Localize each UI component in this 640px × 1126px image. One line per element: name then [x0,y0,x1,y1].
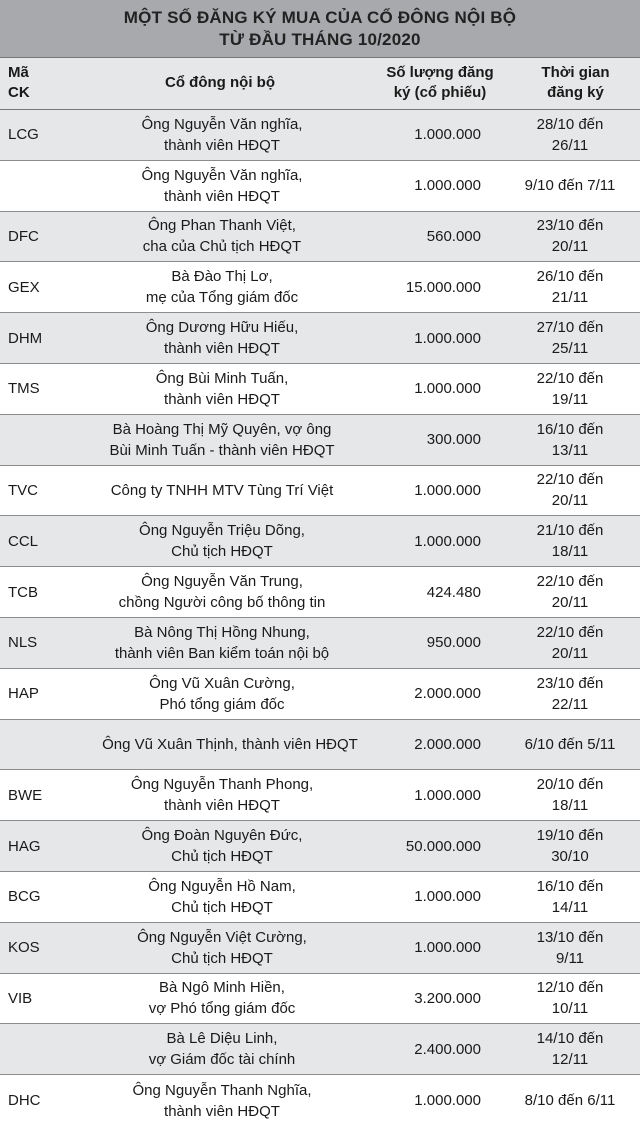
thoi-gian-line: 13/10 đến [536,928,604,946]
co-dong-line: Ông Đoàn Nguyên Đức, [141,827,303,845]
cell-co-dong [72,313,372,363]
co-dong-line: Ông Nguyễn Việt Cường, [137,928,307,946]
cell-so-luong: 1.000.000 [414,1092,481,1110]
co-dong-line: Ông Nguyễn Văn nghĩa, [141,166,303,184]
thoi-gian-line: 21/10 đến [536,522,604,540]
thoi-gian-line: 20/11 [551,492,589,510]
cell-so-luong: 1.000.000 [414,786,481,804]
co-dong-line: Ông Phan Thanh Việt, [148,217,296,235]
cell-thoi-gian [505,110,635,160]
cell-ma-ck: HAP [8,685,39,703]
co-dong-line: Bùi Minh Tuấn - thành viên HĐQT [109,441,335,459]
thoi-gian-line: 14/10 đến [536,1030,604,1048]
table-row [0,872,640,923]
cell-thoi-gian [505,669,635,719]
cell-co-dong [72,110,372,160]
co-dong-line: thành viên Ban kiểm toán nội bộ [114,644,330,662]
thoi-gian-line: 6/10 đến 5/11 [524,735,616,753]
cell-co-dong [40,720,420,770]
table-title-line-2: TỪ ĐẦU THÁNG 10/2020 [219,29,421,49]
co-dong-line: mẹ của Tổng giám đốc [145,289,299,307]
table-row [0,364,640,415]
cell-ma-ck: HAG [8,837,41,855]
table-row [0,669,640,720]
thoi-gian-line: 20/11 [551,644,589,662]
thoi-gian-line: 16/10 đến [536,420,604,438]
column-header-so-luong: Số lượng đăng ký (cổ phiếu) [386,64,494,101]
cell-thoi-gian [505,161,635,211]
thoi-gian-line: 20/11 [551,594,589,612]
thoi-gian-line: 20/11 [551,238,589,256]
cell-thoi-gian [505,618,635,668]
table-row [0,770,640,821]
co-dong-line: Bà Ngô Minh Hiền, [159,979,285,997]
cell-so-luong: 1.000.000 [414,888,481,906]
cell-thoi-gian [505,516,635,566]
table-row [0,212,640,263]
co-dong-line: Ông Nguyễn Văn nghĩa, [141,115,303,133]
table-row [0,516,640,567]
co-dong-line: Chủ tịch HĐQT [171,848,273,866]
cell-thoi-gian [505,313,635,363]
cell-thoi-gian [505,923,635,973]
thoi-gian-line: 22/10 đến [536,573,604,591]
co-dong-line: Bà Nông Thị Hồng Nhung, [134,623,310,641]
cell-co-dong [72,923,372,973]
thoi-gian-line: 20/10 đến [536,776,604,794]
cell-ma-ck: TCB [8,583,38,601]
table-row [0,720,640,771]
co-dong-line: Ông Vũ Xuân Thịnh, thành viên HĐQT [102,735,358,753]
cell-co-dong [72,1024,372,1074]
table-row [0,974,640,1025]
table-header [0,58,640,110]
co-dong-line: Ông Dương Hữu Hiếu, [145,319,299,337]
cell-co-dong [72,1075,372,1126]
co-dong-line: Ông Nguyễn Hồ Nam, [148,877,296,895]
thoi-gian-line: 22/10 đến [536,369,604,387]
co-dong-line: Phó tổng giám đốc [159,695,285,713]
cell-thoi-gian [505,364,635,414]
thoi-gian-line: 28/10 đến [536,115,604,133]
cell-so-luong: 1.000.000 [414,329,481,347]
thoi-gian-line: 14/11 [551,898,589,916]
table-row [0,1075,640,1126]
cell-co-dong [72,821,372,871]
thoi-gian-line: 18/11 [551,797,589,815]
co-dong-line: thành viên HĐQT [164,136,280,154]
co-dong-line: Ông Vũ Xuân Cường, [149,674,295,692]
cell-ma-ck: DHM [8,329,43,347]
cell-co-dong [72,567,372,617]
cell-ma-ck: DHC [8,1092,41,1110]
table-row [0,262,640,313]
co-dong-line: vợ Phó tổng giám đốc [148,1000,296,1018]
cell-thoi-gian [505,720,635,770]
cell-co-dong [72,974,372,1024]
table-row [0,618,640,669]
cell-so-luong: 1.000.000 [414,939,481,957]
cell-so-luong: 1.000.000 [414,380,481,398]
cell-so-luong: 424.480 [426,583,481,601]
cell-co-dong [72,872,372,922]
cell-co-dong [72,669,372,719]
thoi-gian-line: 22/10 đến [536,623,604,641]
thoi-gian-line: 9/11 [555,949,585,967]
cell-thoi-gian [505,770,635,820]
co-dong-line: Bà Đào Thị Lơ, [171,268,273,286]
co-dong-line: Ông Bùi Minh Tuấn, [155,369,289,387]
cell-co-dong [72,161,372,211]
co-dong-line: thành viên HĐQT [164,797,280,815]
cell-thoi-gian [505,415,635,465]
table-title [0,0,640,58]
thoi-gian-line: 16/10 đến [536,877,604,895]
co-dong-line: Chủ tịch HĐQT [171,543,273,561]
thoi-gian-line: 19/10 đến [536,827,604,845]
cell-thoi-gian [505,821,635,871]
thoi-gian-line: 22/11 [551,695,589,713]
cell-ma-ck: LCG [8,126,39,144]
thoi-gian-line: 10/11 [551,1000,589,1018]
cell-co-dong [72,466,372,516]
cell-thoi-gian [505,466,635,516]
table-row [0,415,640,466]
co-dong-line: Ông Nguyễn Văn Trung, [141,573,303,591]
thoi-gian-line: 9/10 đến 7/11 [524,177,616,195]
table-row [0,110,640,161]
cell-thoi-gian [505,567,635,617]
cell-co-dong [72,770,372,820]
table-row [0,161,640,212]
thoi-gian-line: 23/10 đến [536,674,604,692]
table-row [0,313,640,364]
cell-ma-ck: KOS [8,939,40,957]
co-dong-line: Bà Hoàng Thị Mỹ Quyên, vợ ông [112,420,332,438]
co-dong-line: thành viên HĐQT [164,1102,280,1120]
cell-so-luong: 560.000 [426,227,481,245]
cell-ma-ck [8,161,68,211]
cell-so-luong: 15.000.000 [405,278,481,296]
cell-co-dong [72,516,372,566]
thoi-gian-line: 12/11 [551,1051,589,1069]
cell-ma-ck: NLS [8,634,38,652]
table-row [0,923,640,974]
thoi-gian-line: 21/11 [551,289,589,307]
column-header-co-dong: Cổ đông nội bộ [165,74,275,91]
column-header-ma-ck: Mã CK [8,64,30,101]
cell-ma-ck: CCL [8,532,39,550]
co-dong-line: Công ty TNHH MTV Tùng Trí Việt [110,481,334,499]
cell-so-luong: 300.000 [426,431,481,449]
table-title-line-1: MỘT SỐ ĐĂNG KÝ MUA CỦA CỔ ĐÔNG NỘI BỘ [123,7,517,27]
co-dong-line: Ông Nguyễn Thanh Nghĩa, [132,1081,312,1099]
cell-co-dong [72,364,372,414]
cell-co-dong [72,212,372,262]
co-dong-line: Ông Nguyễn Triệu Dõng, [139,522,305,540]
cell-so-luong: 2.000.000 [414,685,481,703]
co-dong-line: thành viên HĐQT [164,390,280,408]
cell-co-dong [72,262,372,312]
cell-thoi-gian [505,1075,635,1126]
co-dong-line: vợ Giám đốc tài chính [148,1051,296,1069]
column-header-thoi-gian: Thời gian đăng ký [541,64,610,101]
table-row [0,1024,640,1075]
cell-ma-ck: BWE [8,786,43,804]
table-row [0,466,640,517]
co-dong-line: cha của Chủ tịch HĐQT [142,238,302,256]
co-dong-line: Chủ tịch HĐQT [171,949,273,967]
cell-co-dong [72,618,372,668]
cell-thoi-gian [505,974,635,1024]
cell-so-luong: 50.000.000 [405,837,481,855]
thoi-gian-line: 26/11 [551,136,589,154]
cell-co-dong [72,415,372,465]
thoi-gian-line: 30/10 [551,848,589,866]
thoi-gian-line: 8/10 đến 6/11 [524,1092,616,1110]
cell-ma-ck: TMS [8,380,40,398]
table-row [0,821,640,872]
cell-ma-ck: VIB [8,989,33,1007]
cell-thoi-gian [505,1024,635,1074]
cell-ma-ck [8,1024,68,1074]
co-dong-line: chồng Người công bố thông tin [118,594,326,612]
co-dong-line: thành viên HĐQT [164,187,280,205]
thoi-gian-line: 12/10 đến [536,979,604,997]
co-dong-line: thành viên HĐQT [164,340,280,358]
thoi-gian-line: 19/11 [551,390,589,408]
cell-so-luong: 1.000.000 [414,177,481,195]
co-dong-line: Bà Lê Diệu Linh, [166,1030,278,1048]
thoi-gian-line: 26/10 đến [536,268,604,286]
cell-ma-ck: BCG [8,888,41,906]
thoi-gian-line: 22/10 đến [536,471,604,489]
thoi-gian-line: 23/10 đến [536,217,604,235]
co-dong-line: Chủ tịch HĐQT [171,898,273,916]
co-dong-line: Ông Nguyễn Thanh Phong, [130,776,314,794]
cell-so-luong: 1.000.000 [414,532,481,550]
cell-thoi-gian [505,872,635,922]
cell-ma-ck: TVC [8,481,38,499]
thoi-gian-line: 25/11 [551,340,589,358]
cell-so-luong: 2.000.000 [414,735,481,753]
cell-thoi-gian [505,212,635,262]
cell-so-luong: 950.000 [426,634,481,652]
cell-so-luong: 3.200.000 [414,989,481,1007]
cell-so-luong: 1.000.000 [414,481,481,499]
cell-so-luong: 1.000.000 [414,126,481,144]
thoi-gian-line: 18/11 [551,543,589,561]
cell-ma-ck: DFC [8,227,39,245]
cell-so-luong: 2.400.000 [414,1040,481,1058]
thoi-gian-line: 13/11 [551,441,589,459]
cell-ma-ck [8,415,68,465]
cell-ma-ck: GEX [8,278,40,296]
cell-thoi-gian [505,262,635,312]
table-row [0,567,640,618]
table-body [0,110,640,1126]
thoi-gian-line: 27/10 đến [536,319,604,337]
